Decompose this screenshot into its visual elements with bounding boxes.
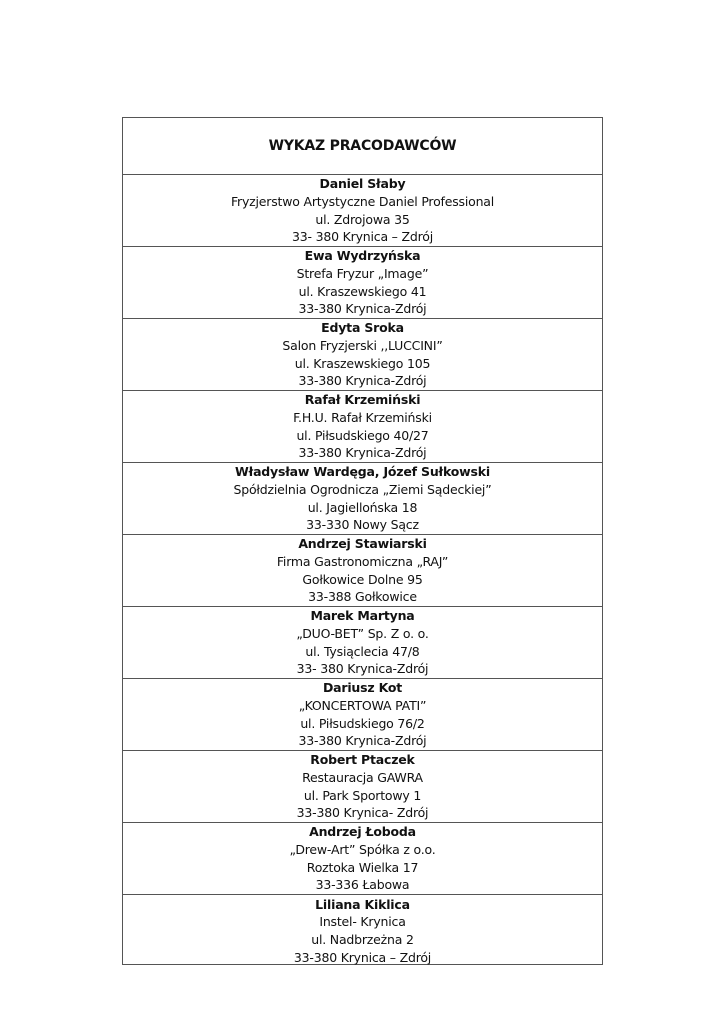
employer-company: Spółdzielnia Ogrodnicza „Ziemi Sądeckiej” [233,481,492,497]
employer-name: Władysław Wardęga, Józef Sułkowski [235,464,490,480]
employer-name: Rafał Krzemiński [304,392,421,408]
employer-city: 33-380 Krynica-Zdrój [298,733,427,749]
employer-street: Gołkowice Dolne 95 [302,571,423,587]
employer-company: Firma Gastronomiczna „RAJ” [276,553,449,569]
employer-city: 33-380 Krynica – Zdrój [293,949,432,965]
employer-entry [123,463,602,535]
employer-name: Dariusz Kot [322,680,403,696]
employer-name: Edyta Sroka [321,320,404,336]
employer-street: ul. Piłsudskiego 76/2 [300,715,425,731]
employer-company: F.H.U. Rafał Krzemiński [293,409,432,425]
employer-street: Roztoka Wielka 17 [306,859,419,875]
employer-street: ul. Jagiellońska 18 [307,499,418,515]
employer-entry [123,823,602,895]
employer-city: 33-380 Krynica-Zdrój [298,373,427,389]
employer-entry [123,679,602,751]
employer-company: Salon Fryzjerski ,,LUCCINI” [282,337,443,353]
employer-street: ul. Piłsudskiego 40/27 [296,427,429,443]
employer-street: ul. Tysiąclecia 47/8 [305,643,420,659]
employer-street: ul. Kraszewskiego 105 [294,355,431,371]
employer-city: 33-380 Krynica-Zdrój [298,445,427,461]
employer-company: Strefa Fryzur „Image” [296,265,429,281]
employer-city: 33-330 Nowy Sącz [306,517,419,533]
employer-entry [123,607,602,679]
employer-entry [123,535,602,607]
employer-name: Liliana Kiklica [315,896,410,912]
employer-entry [123,319,602,391]
employer-company: Restauracja GAWRA [302,769,423,785]
employer-entry [123,247,602,319]
employer-company: „KONCERTOWA PATI” [298,697,427,713]
employer-name: Marek Martyna [310,608,415,624]
employer-street: ul. Nadbrzeżna 2 [311,932,414,947]
employer-city: 33- 380 Krynica – Zdrój [292,229,433,245]
document-title: WYKAZ PRACODAWCÓW [268,138,457,154]
title-cell [123,118,602,175]
employer-entry [123,391,602,463]
employer-street: ul. Park Sportowy 1 [303,787,422,803]
employer-company: „DUO-BET” Sp. Z o. o. [296,625,429,641]
employer-city: 33-380 Krynica-Zdrój [298,301,427,317]
employer-company: Fryzjerstwo Artystyczne Daniel Professional [230,193,495,209]
employer-name: Daniel Słaby [319,176,406,192]
employers-table [122,117,603,965]
employer-city: 33- 380 Krynica-Zdrój [296,661,429,677]
employer-city: 33-380 Krynica- Zdrój [296,805,429,821]
employer-street: ul. Zdrojowa 35 [315,211,410,227]
employer-name: Ewa Wydrzyńska [304,248,421,264]
employer-company: „Drew-Art” Spółka z o.o. [289,841,436,857]
employer-entry [123,175,602,247]
employer-name: Andrzej Stawiarski [298,536,427,552]
employer-city: 33-336 Łabowa [315,877,410,893]
employer-name: Andrzej Łoboda [309,824,416,840]
employer-street: ul. Kraszewskiego 41 [298,283,427,299]
employer-entry [123,895,602,967]
employer-city: 33-388 Gołkowice [308,589,417,605]
employer-entry [123,751,602,823]
employer-company: Instel- Krynica [319,914,406,930]
employer-name: Robert Ptaczek [310,752,415,768]
